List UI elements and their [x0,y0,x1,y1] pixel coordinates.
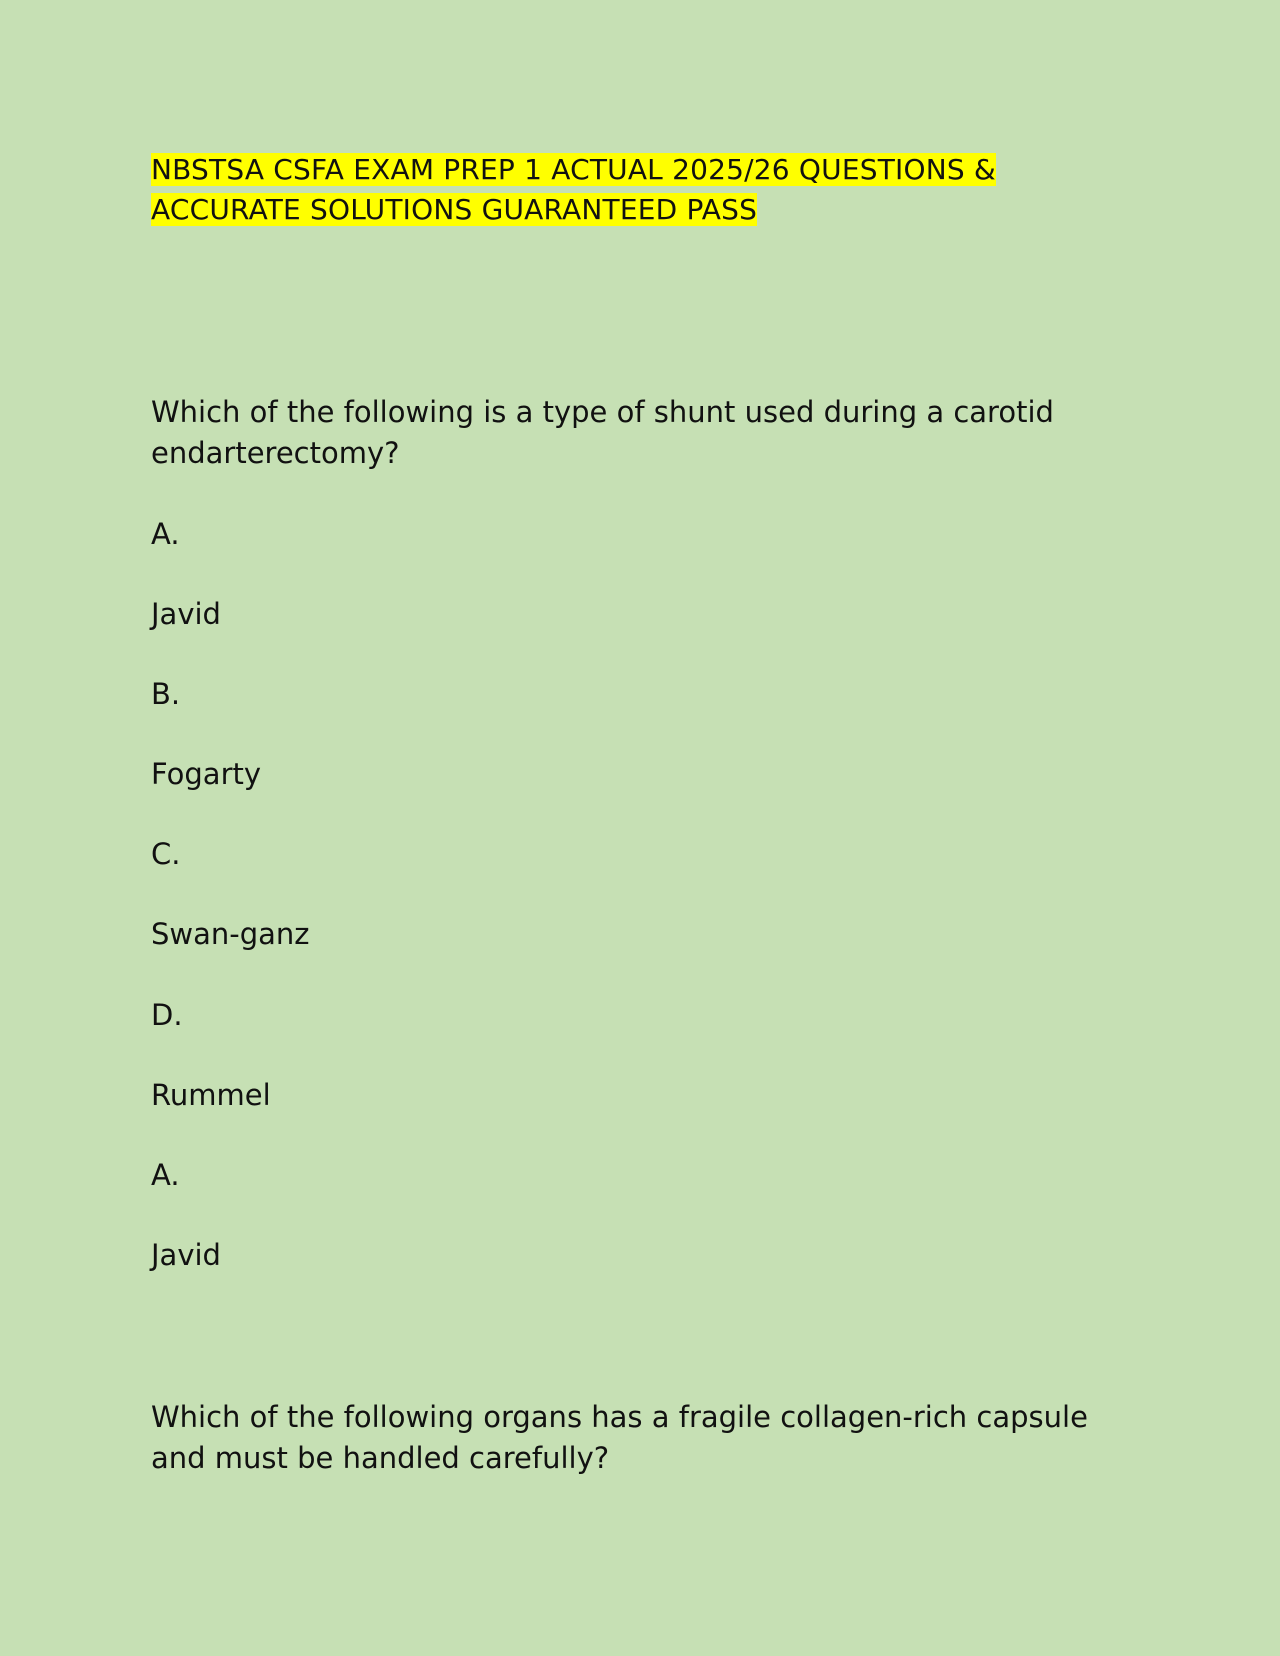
option-c-letter: C. [151,837,181,871]
document-title [151,150,1111,230]
option-b-text: Fogarty [151,757,262,791]
option-a-text: Javid [151,597,221,631]
option-d-letter: D. [151,998,183,1032]
title-highlight: NBSTSA CSFA EXAM PREP 1 ACTUAL 2025/26 QUESTIONS & ACCURATE SOLUTIONS GUARANTEED PASS [151,153,996,226]
option-b-letter: B. [151,677,181,711]
answer-text: Javid [151,1238,221,1272]
answer-letter: A. [151,1158,180,1192]
question-2-text: Which of the following organs has a fragile collagen-rich capsule and must be handled carefully? [151,1400,1088,1475]
option-d-text: Rummel [151,1078,271,1112]
option-a-letter: A. [151,517,180,551]
option-c-text: Swan-ganz [151,917,310,951]
question-1-text: Which of the following is a type of shunt used during a carotid endarterectomy? [151,395,1054,470]
